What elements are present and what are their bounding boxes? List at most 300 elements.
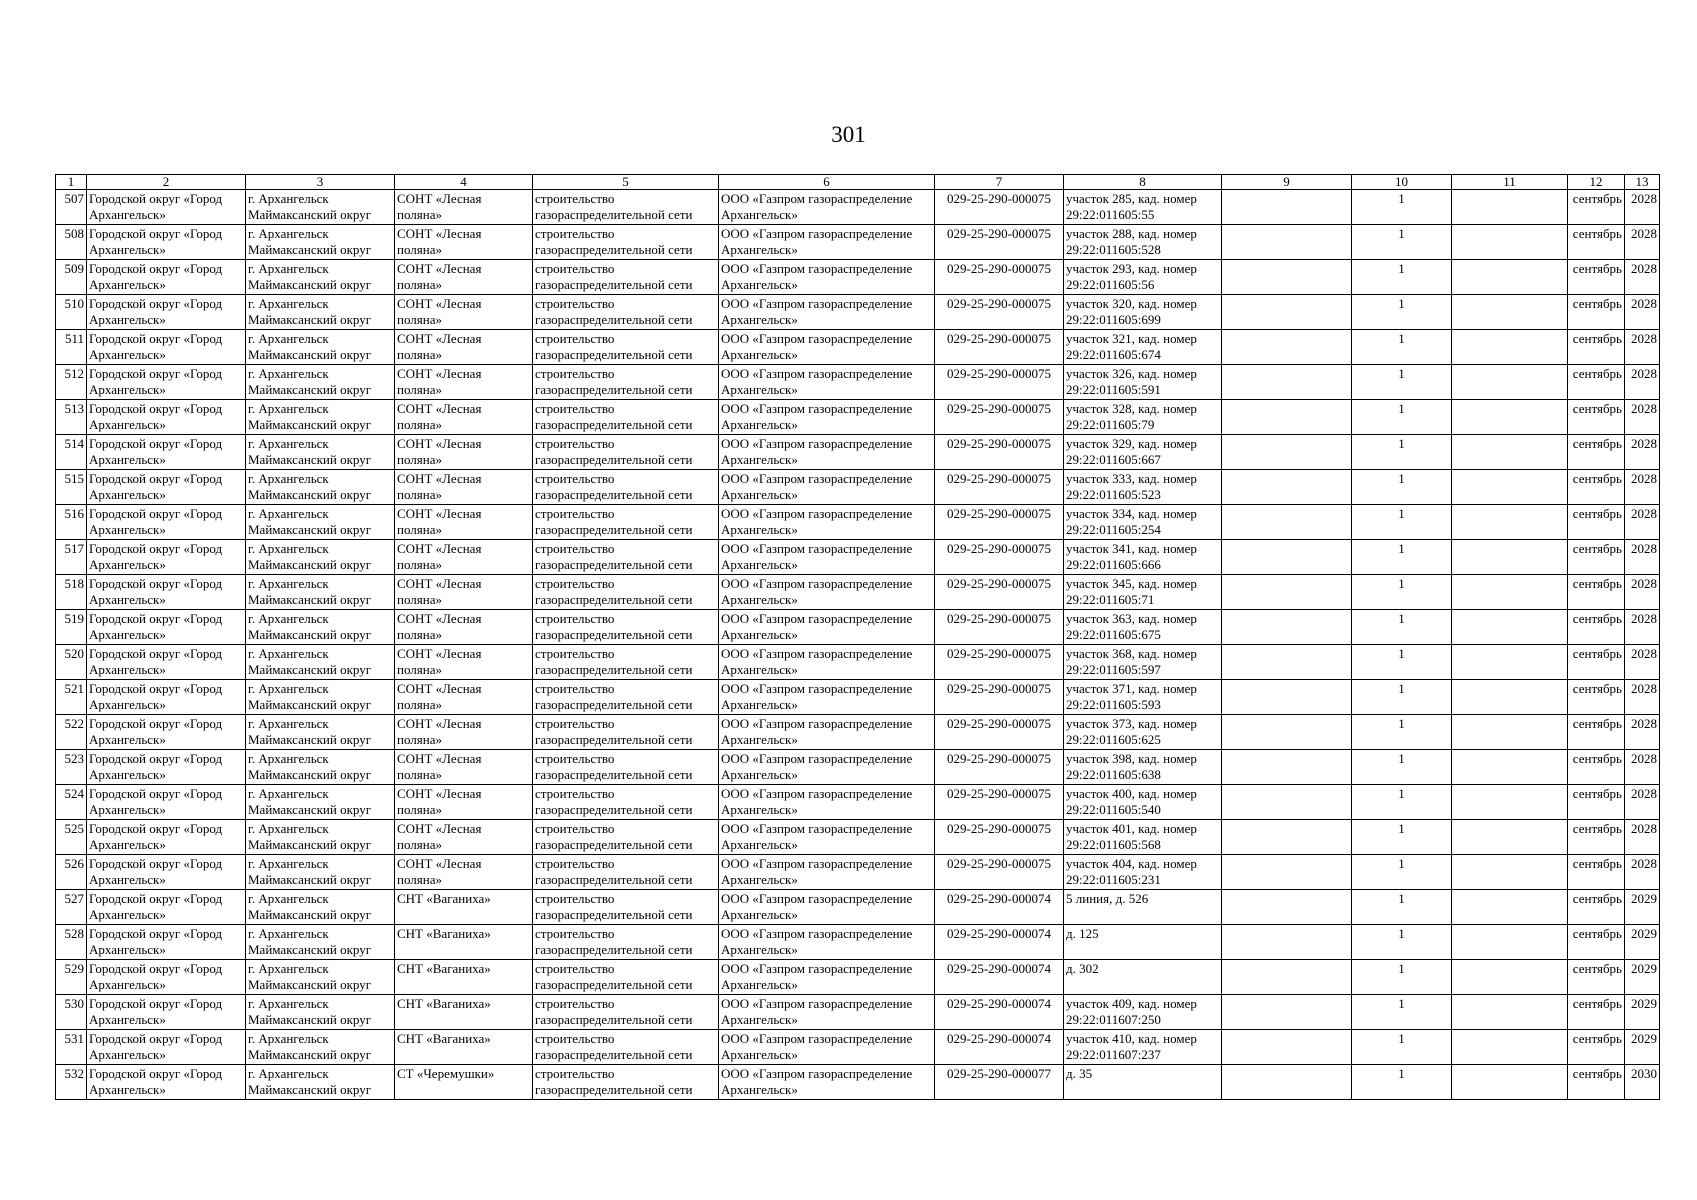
municipality-cell: Городской округ «Город Архангельск» <box>87 960 246 995</box>
registration-number-cell: 029-25-290-000074 <box>935 995 1064 1030</box>
registration-number-cell: 029-25-290-000075 <box>935 330 1064 365</box>
row-number: 522 <box>56 715 87 750</box>
quantity-cell: 1 <box>1352 785 1452 820</box>
col-11-cell <box>1452 260 1568 295</box>
col-11-cell <box>1452 715 1568 750</box>
col-11-cell <box>1452 575 1568 610</box>
table-row <box>56 190 1660 225</box>
municipality-cell: Городской округ «Город Архангельск» <box>87 190 246 225</box>
municipality-cell: Городской округ «Город Архангельск» <box>87 995 246 1030</box>
quantity-cell: 1 <box>1352 575 1452 610</box>
month-cell: сентябрь <box>1568 365 1625 400</box>
col-11-cell <box>1452 1030 1568 1065</box>
settlement-cell: СОНТ «Лесная поляна» <box>395 820 533 855</box>
address-cell: д. 302 <box>1064 960 1222 995</box>
purpose-cell: строительство газораспределительной сети <box>533 435 719 470</box>
table-row <box>56 295 1660 330</box>
row-number: 523 <box>56 750 87 785</box>
district-cell: г. Архангельск Маймаксанский округ <box>246 1065 395 1100</box>
district-cell: г. Архангельск Маймаксанский округ <box>246 995 395 1030</box>
year-cell: 2028 <box>1625 750 1660 785</box>
row-number: 512 <box>56 365 87 400</box>
col-9-cell <box>1222 715 1352 750</box>
col-11-cell <box>1452 925 1568 960</box>
registration-number-cell: 029-25-290-000075 <box>935 750 1064 785</box>
registration-number-cell: 029-25-290-000075 <box>935 260 1064 295</box>
table-row <box>56 400 1660 435</box>
table-row <box>56 435 1660 470</box>
settlement-cell: СОНТ «Лесная поляна» <box>395 470 533 505</box>
row-number: 532 <box>56 1065 87 1100</box>
registration-number-cell: 029-25-290-000077 <box>935 1065 1064 1100</box>
row-number: 511 <box>56 330 87 365</box>
table-row <box>56 785 1660 820</box>
table-row <box>56 575 1660 610</box>
col-11-cell <box>1452 855 1568 890</box>
address-cell: участок 345, кад. номер 29:22:011605:71 <box>1064 575 1222 610</box>
table-row <box>56 505 1660 540</box>
table-row <box>56 470 1660 505</box>
month-cell: сентябрь <box>1568 295 1625 330</box>
table-row <box>56 960 1660 995</box>
purpose-cell: строительство газораспределительной сети <box>533 365 719 400</box>
settlement-cell: СОНТ «Лесная поляна» <box>395 190 533 225</box>
purpose-cell: строительство газораспределительной сети <box>533 1030 719 1065</box>
col-11-cell <box>1452 995 1568 1030</box>
district-cell: г. Архангельск Маймаксанский округ <box>246 1030 395 1065</box>
quantity-cell: 1 <box>1352 1030 1452 1065</box>
district-cell: г. Архангельск Маймаксанский округ <box>246 365 395 400</box>
year-cell: 2028 <box>1625 575 1660 610</box>
month-cell: сентябрь <box>1568 505 1625 540</box>
municipality-cell: Городской округ «Город Архангельск» <box>87 365 246 400</box>
municipality-cell: Городской округ «Город Архангельск» <box>87 715 246 750</box>
district-cell: г. Архангельск Маймаксанский округ <box>246 400 395 435</box>
registration-number-cell: 029-25-290-000075 <box>935 505 1064 540</box>
purpose-cell: строительство газораспределительной сети <box>533 1065 719 1100</box>
year-cell: 2029 <box>1625 960 1660 995</box>
quantity-cell: 1 <box>1352 925 1452 960</box>
quantity-cell: 1 <box>1352 540 1452 575</box>
municipality-cell: Городской округ «Город Архангельск» <box>87 470 246 505</box>
settlement-cell: СОНТ «Лесная поляна» <box>395 435 533 470</box>
registration-number-cell: 029-25-290-000075 <box>935 575 1064 610</box>
month-cell: сентябрь <box>1568 190 1625 225</box>
purpose-cell: строительство газораспределительной сети <box>533 890 719 925</box>
col-9-cell <box>1222 960 1352 995</box>
purpose-cell: строительство газораспределительной сети <box>533 680 719 715</box>
col-11-cell <box>1452 750 1568 785</box>
table-row <box>56 855 1660 890</box>
year-cell: 2029 <box>1625 890 1660 925</box>
quantity-cell: 1 <box>1352 1065 1452 1100</box>
month-cell: сентябрь <box>1568 575 1625 610</box>
address-cell: участок 373, кад. номер 29:22:011605:625 <box>1064 715 1222 750</box>
address-cell: участок 371, кад. номер 29:22:011605:593 <box>1064 680 1222 715</box>
row-number: 508 <box>56 225 87 260</box>
settlement-cell: СОНТ «Лесная поляна» <box>395 330 533 365</box>
col-9-cell <box>1222 190 1352 225</box>
year-cell: 2028 <box>1625 785 1660 820</box>
col-9-cell <box>1222 1065 1352 1100</box>
month-cell: сентябрь <box>1568 470 1625 505</box>
address-cell: участок 368, кад. номер 29:22:011605:597 <box>1064 645 1222 680</box>
municipality-cell: Городской округ «Город Архангельск» <box>87 540 246 575</box>
purpose-cell: строительство газораспределительной сети <box>533 330 719 365</box>
registration-number-cell: 029-25-290-000075 <box>935 295 1064 330</box>
address-cell: участок 333, кад. номер 29:22:011605:523 <box>1064 470 1222 505</box>
year-cell: 2028 <box>1625 295 1660 330</box>
col-9-cell <box>1222 785 1352 820</box>
table-row <box>56 225 1660 260</box>
col-9-cell <box>1222 680 1352 715</box>
year-cell: 2028 <box>1625 260 1660 295</box>
table-row <box>56 1030 1660 1065</box>
header-col-10: 10 <box>1352 175 1452 190</box>
registration-number-cell: 029-25-290-000075 <box>935 540 1064 575</box>
col-9-cell <box>1222 995 1352 1030</box>
quantity-cell: 1 <box>1352 330 1452 365</box>
table-row <box>56 365 1660 400</box>
organization-cell: ООО «Газпром газораспределение Архангельск» <box>719 750 935 785</box>
registration-number-cell: 029-25-290-000075 <box>935 715 1064 750</box>
settlement-cell: СОНТ «Лесная поляна» <box>395 610 533 645</box>
organization-cell: ООО «Газпром газораспределение Архангельск» <box>719 505 935 540</box>
month-cell: сентябрь <box>1568 750 1625 785</box>
year-cell: 2028 <box>1625 225 1660 260</box>
purpose-cell: строительство газораспределительной сети <box>533 260 719 295</box>
row-number: 525 <box>56 820 87 855</box>
municipality-cell: Городской округ «Город Архангельск» <box>87 925 246 960</box>
district-cell: г. Архангельск Маймаксанский округ <box>246 505 395 540</box>
settlement-cell: СОНТ «Лесная поляна» <box>395 680 533 715</box>
registration-number-cell: 029-25-290-000074 <box>935 925 1064 960</box>
registration-number-cell: 029-25-290-000075 <box>935 400 1064 435</box>
district-cell: г. Архангельск Маймаксанский округ <box>246 820 395 855</box>
col-11-cell <box>1452 470 1568 505</box>
municipality-cell: Городской округ «Город Архангельск» <box>87 295 246 330</box>
district-cell: г. Архангельск Маймаксанский округ <box>246 715 395 750</box>
organization-cell: ООО «Газпром газораспределение Архангельск» <box>719 365 935 400</box>
settlement-cell: СОНТ «Лесная поляна» <box>395 750 533 785</box>
col-9-cell <box>1222 540 1352 575</box>
row-number: 519 <box>56 610 87 645</box>
district-cell: г. Архангельск Маймаксанский округ <box>246 785 395 820</box>
col-11-cell <box>1452 890 1568 925</box>
address-cell: участок 328, кад. номер 29:22:011605:79 <box>1064 400 1222 435</box>
registration-number-cell: 029-25-290-000075 <box>935 645 1064 680</box>
quantity-cell: 1 <box>1352 190 1452 225</box>
district-cell: г. Архангельск Маймаксанский округ <box>246 190 395 225</box>
col-11-cell <box>1452 435 1568 470</box>
table-row <box>56 715 1660 750</box>
row-number: 516 <box>56 505 87 540</box>
year-cell: 2028 <box>1625 540 1660 575</box>
col-11-cell <box>1452 225 1568 260</box>
district-cell: г. Архангельск Маймаксанский округ <box>246 260 395 295</box>
settlement-cell: СОНТ «Лесная поляна» <box>395 260 533 295</box>
quantity-cell: 1 <box>1352 610 1452 645</box>
row-number: 510 <box>56 295 87 330</box>
table-row <box>56 540 1660 575</box>
col-9-cell <box>1222 400 1352 435</box>
header-row <box>56 175 1660 190</box>
organization-cell: ООО «Газпром газораспределение Архангельск» <box>719 1065 935 1100</box>
organization-cell: ООО «Газпром газораспределение Архангельск» <box>719 855 935 890</box>
table-row <box>56 995 1660 1030</box>
district-cell: г. Архангельск Маймаксанский округ <box>246 330 395 365</box>
col-9-cell <box>1222 645 1352 680</box>
address-cell: участок 398, кад. номер 29:22:011605:638 <box>1064 750 1222 785</box>
quantity-cell: 1 <box>1352 365 1452 400</box>
header-col-3: 3 <box>246 175 395 190</box>
month-cell: сентябрь <box>1568 540 1625 575</box>
registration-number-cell: 029-25-290-000075 <box>935 820 1064 855</box>
address-cell: участок 334, кад. номер 29:22:011605:254 <box>1064 505 1222 540</box>
year-cell: 2028 <box>1625 330 1660 365</box>
district-cell: г. Архангельск Маймаксанский округ <box>246 925 395 960</box>
settlement-cell: СОНТ «Лесная поляна» <box>395 785 533 820</box>
col-11-cell <box>1452 1065 1568 1100</box>
quantity-cell: 1 <box>1352 295 1452 330</box>
year-cell: 2028 <box>1625 610 1660 645</box>
address-cell: д. 35 <box>1064 1065 1222 1100</box>
settlement-cell: СНТ «Ваганиха» <box>395 925 533 960</box>
col-9-cell <box>1222 470 1352 505</box>
quantity-cell: 1 <box>1352 855 1452 890</box>
address-cell: участок 329, кад. номер 29:22:011605:667 <box>1064 435 1222 470</box>
month-cell: сентябрь <box>1568 645 1625 680</box>
purpose-cell: строительство газораспределительной сети <box>533 190 719 225</box>
header-col-11: 11 <box>1452 175 1568 190</box>
organization-cell: ООО «Газпром газораспределение Архангельск» <box>719 1030 935 1065</box>
col-11-cell <box>1452 365 1568 400</box>
registration-number-cell: 029-25-290-000074 <box>935 1030 1064 1065</box>
organization-cell: ООО «Газпром газораспределение Архангельск» <box>719 995 935 1030</box>
year-cell: 2028 <box>1625 715 1660 750</box>
registration-number-cell: 029-25-290-000075 <box>935 680 1064 715</box>
quantity-cell: 1 <box>1352 505 1452 540</box>
district-cell: г. Архангельск Маймаксанский округ <box>246 225 395 260</box>
district-cell: г. Архангельск Маймаксанский округ <box>246 855 395 890</box>
settlement-cell: СНТ «Ваганиха» <box>395 995 533 1030</box>
quantity-cell: 1 <box>1352 750 1452 785</box>
col-9-cell <box>1222 820 1352 855</box>
month-cell: сентябрь <box>1568 610 1625 645</box>
purpose-cell: строительство газораспределительной сети <box>533 785 719 820</box>
purpose-cell: строительство газораспределительной сети <box>533 295 719 330</box>
month-cell: сентябрь <box>1568 400 1625 435</box>
col-11-cell <box>1452 785 1568 820</box>
settlement-cell: СОНТ «Лесная поляна» <box>395 365 533 400</box>
month-cell: сентябрь <box>1568 785 1625 820</box>
municipality-cell: Городской округ «Город Архангельск» <box>87 225 246 260</box>
registration-number-cell: 029-25-290-000075 <box>935 365 1064 400</box>
col-9-cell <box>1222 295 1352 330</box>
municipality-cell: Городской округ «Город Архангельск» <box>87 610 246 645</box>
address-cell: участок 410, кад. номер 29:22:011607:237 <box>1064 1030 1222 1065</box>
purpose-cell: строительство газораспределительной сети <box>533 225 719 260</box>
address-cell: участок 409, кад. номер 29:22:011607:250 <box>1064 995 1222 1030</box>
row-number: 526 <box>56 855 87 890</box>
gas-network-table <box>55 174 1660 1100</box>
organization-cell: ООО «Газпром газораспределение Архангельск» <box>719 785 935 820</box>
table-row <box>56 645 1660 680</box>
year-cell: 2028 <box>1625 365 1660 400</box>
settlement-cell: СОНТ «Лесная поляна» <box>395 400 533 435</box>
row-number: 513 <box>56 400 87 435</box>
header-col-13: 13 <box>1625 175 1660 190</box>
settlement-cell: СТ «Черемушки» <box>395 1065 533 1100</box>
quantity-cell: 1 <box>1352 680 1452 715</box>
organization-cell: ООО «Газпром газораспределение Архангельск» <box>719 715 935 750</box>
col-11-cell <box>1452 680 1568 715</box>
address-cell: участок 285, кад. номер 29:22:011605:55 <box>1064 190 1222 225</box>
year-cell: 2028 <box>1625 680 1660 715</box>
district-cell: г. Архангельск Маймаксанский округ <box>246 750 395 785</box>
municipality-cell: Городской округ «Город Архангельск» <box>87 1065 246 1100</box>
municipality-cell: Городской округ «Город Архангельск» <box>87 820 246 855</box>
table-row <box>56 890 1660 925</box>
quantity-cell: 1 <box>1352 890 1452 925</box>
month-cell: сентябрь <box>1568 925 1625 960</box>
organization-cell: ООО «Газпром газораспределение Архангельск» <box>719 925 935 960</box>
district-cell: г. Архангельск Маймаксанский округ <box>246 575 395 610</box>
year-cell: 2028 <box>1625 820 1660 855</box>
quantity-cell: 1 <box>1352 995 1452 1030</box>
row-number: 530 <box>56 995 87 1030</box>
municipality-cell: Городской округ «Город Архангельск» <box>87 890 246 925</box>
settlement-cell: СНТ «Ваганиха» <box>395 890 533 925</box>
row-number: 524 <box>56 785 87 820</box>
col-11-cell <box>1452 400 1568 435</box>
registration-number-cell: 029-25-290-000075 <box>935 610 1064 645</box>
row-number: 521 <box>56 680 87 715</box>
year-cell: 2028 <box>1625 855 1660 890</box>
purpose-cell: строительство газораспределительной сети <box>533 540 719 575</box>
year-cell: 2028 <box>1625 470 1660 505</box>
settlement-cell: СОНТ «Лесная поляна» <box>395 505 533 540</box>
col-11-cell <box>1452 610 1568 645</box>
settlement-cell: СОНТ «Лесная поляна» <box>395 295 533 330</box>
month-cell: сентябрь <box>1568 715 1625 750</box>
address-cell: участок 293, кад. номер 29:22:011605:56 <box>1064 260 1222 295</box>
address-cell: д. 125 <box>1064 925 1222 960</box>
col-9-cell <box>1222 435 1352 470</box>
organization-cell: ООО «Газпром газораспределение Архангельск» <box>719 960 935 995</box>
quantity-cell: 1 <box>1352 470 1452 505</box>
purpose-cell: строительство газораспределительной сети <box>533 470 719 505</box>
purpose-cell: строительство газораспределительной сети <box>533 610 719 645</box>
purpose-cell: строительство газораспределительной сети <box>533 820 719 855</box>
table-row <box>56 680 1660 715</box>
district-cell: г. Архангельск Маймаксанский округ <box>246 295 395 330</box>
quantity-cell: 1 <box>1352 820 1452 855</box>
address-cell: участок 400, кад. номер 29:22:011605:540 <box>1064 785 1222 820</box>
settlement-cell: СОНТ «Лесная поляна» <box>395 855 533 890</box>
organization-cell: ООО «Газпром газораспределение Архангельск» <box>719 575 935 610</box>
header-col-6: 6 <box>719 175 935 190</box>
table-row <box>56 330 1660 365</box>
year-cell: 2028 <box>1625 435 1660 470</box>
col-9-cell <box>1222 610 1352 645</box>
year-cell: 2029 <box>1625 925 1660 960</box>
row-number: 520 <box>56 645 87 680</box>
purpose-cell: строительство газораспределительной сети <box>533 855 719 890</box>
col-11-cell <box>1452 505 1568 540</box>
col-11-cell <box>1452 190 1568 225</box>
purpose-cell: строительство газораспределительной сети <box>533 750 719 785</box>
registration-number-cell: 029-25-290-000075 <box>935 855 1064 890</box>
row-number: 515 <box>56 470 87 505</box>
year-cell: 2029 <box>1625 1030 1660 1065</box>
organization-cell: ООО «Газпром газораспределение Архангельск» <box>719 400 935 435</box>
settlement-cell: СОНТ «Лесная поляна» <box>395 225 533 260</box>
quantity-cell: 1 <box>1352 225 1452 260</box>
settlement-cell: СНТ «Ваганиха» <box>395 960 533 995</box>
header-col-7: 7 <box>935 175 1064 190</box>
municipality-cell: Городской округ «Город Архангельск» <box>87 750 246 785</box>
month-cell: сентябрь <box>1568 260 1625 295</box>
header-col-4: 4 <box>395 175 533 190</box>
organization-cell: ООО «Газпром газораспределение Архангельск» <box>719 540 935 575</box>
row-number: 507 <box>56 190 87 225</box>
month-cell: сентябрь <box>1568 820 1625 855</box>
address-cell: участок 341, кад. номер 29:22:011605:666 <box>1064 540 1222 575</box>
district-cell: г. Архангельск Маймаксанский округ <box>246 540 395 575</box>
table-row <box>56 820 1660 855</box>
registration-number-cell: 029-25-290-000075 <box>935 225 1064 260</box>
purpose-cell: строительство газораспределительной сети <box>533 960 719 995</box>
col-9-cell <box>1222 225 1352 260</box>
month-cell: сентябрь <box>1568 680 1625 715</box>
year-cell: 2029 <box>1625 995 1660 1030</box>
header-col-1: 1 <box>56 175 87 190</box>
col-9-cell <box>1222 330 1352 365</box>
settlement-cell: СОНТ «Лесная поляна» <box>395 715 533 750</box>
organization-cell: ООО «Газпром газораспределение Архангельск» <box>719 260 935 295</box>
address-cell: участок 404, кад. номер 29:22:011605:231 <box>1064 855 1222 890</box>
month-cell: сентябрь <box>1568 225 1625 260</box>
col-11-cell <box>1452 820 1568 855</box>
col-9-cell <box>1222 365 1352 400</box>
settlement-cell: СОНТ «Лесная поляна» <box>395 540 533 575</box>
district-cell: г. Архангельск Маймаксанский округ <box>246 435 395 470</box>
quantity-cell: 1 <box>1352 645 1452 680</box>
table-row <box>56 925 1660 960</box>
purpose-cell: строительство газораспределительной сети <box>533 645 719 680</box>
header-col-12: 12 <box>1568 175 1625 190</box>
header-col-5: 5 <box>533 175 719 190</box>
address-cell: 5 линия, д. 526 <box>1064 890 1222 925</box>
col-9-cell <box>1222 505 1352 540</box>
quantity-cell: 1 <box>1352 400 1452 435</box>
municipality-cell: Городской округ «Город Архангельск» <box>87 680 246 715</box>
settlement-cell: СОНТ «Лесная поляна» <box>395 575 533 610</box>
registration-number-cell: 029-25-290-000075 <box>935 785 1064 820</box>
district-cell: г. Архангельск Маймаксанский округ <box>246 610 395 645</box>
address-cell: участок 363, кад. номер 29:22:011605:675 <box>1064 610 1222 645</box>
col-9-cell <box>1222 1030 1352 1065</box>
row-number: 529 <box>56 960 87 995</box>
month-cell: сентябрь <box>1568 960 1625 995</box>
table-row <box>56 1065 1660 1100</box>
municipality-cell: Городской округ «Город Архангельск» <box>87 575 246 610</box>
district-cell: г. Архангельск Маймаксанский округ <box>246 680 395 715</box>
row-number: 531 <box>56 1030 87 1065</box>
purpose-cell: строительство газораспределительной сети <box>533 925 719 960</box>
organization-cell: ООО «Газпром газораспределение Архангельск» <box>719 190 935 225</box>
